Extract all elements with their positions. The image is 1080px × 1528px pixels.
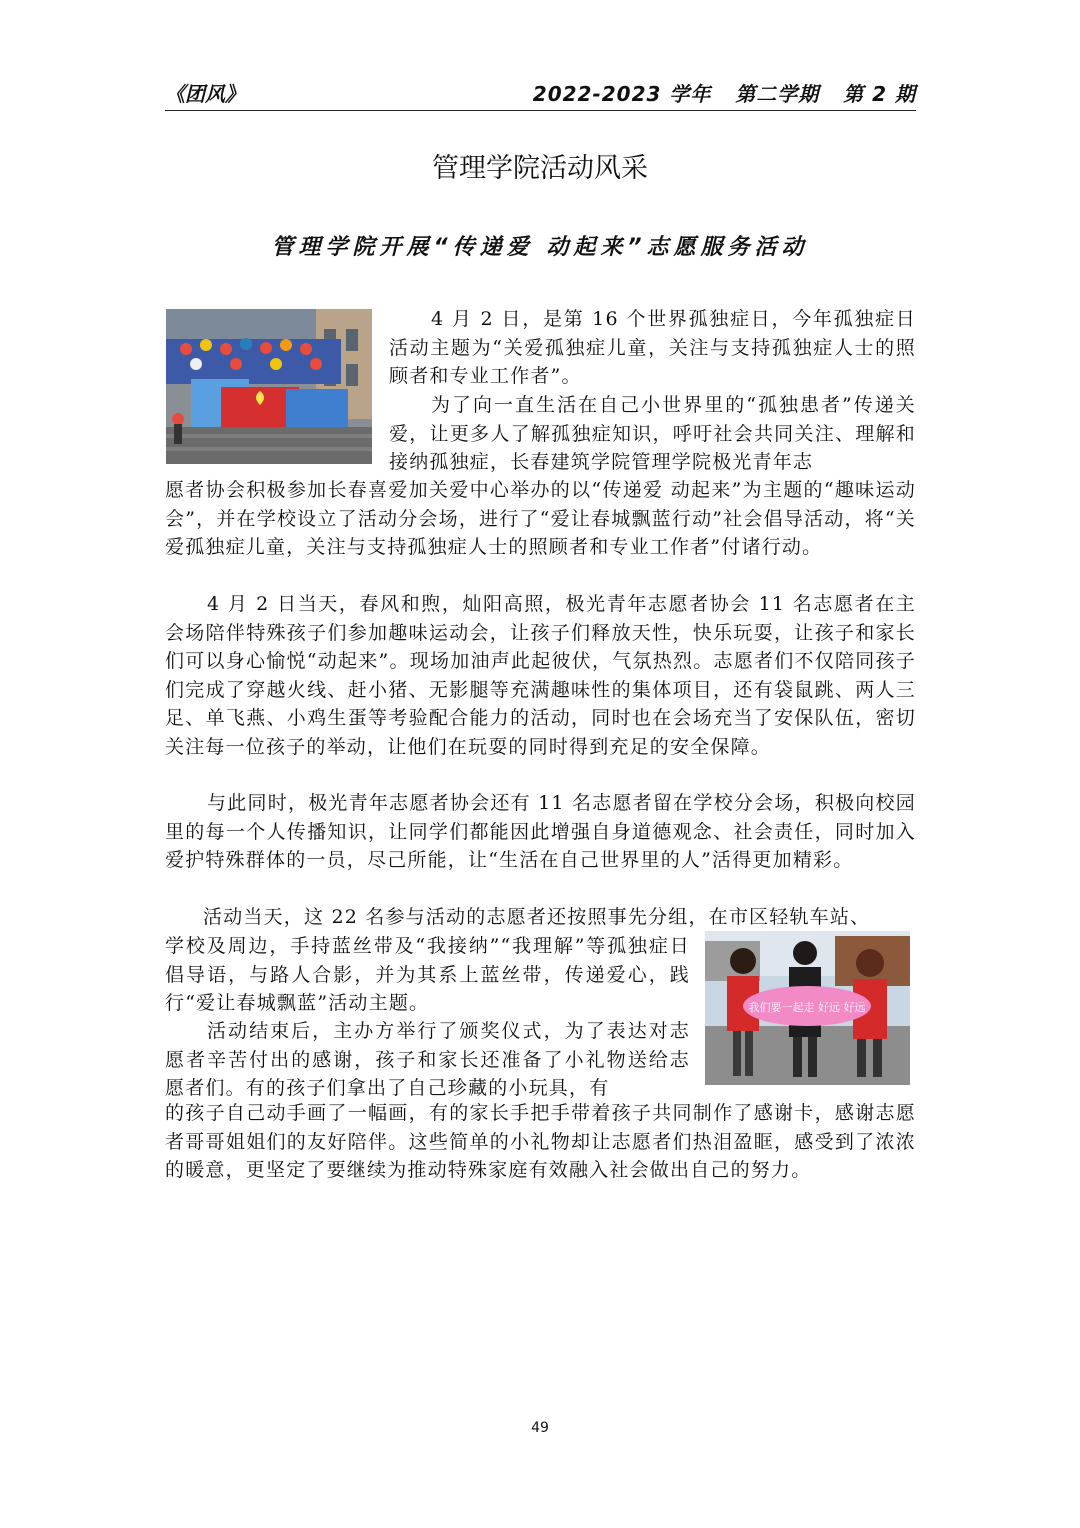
paragraph-3-text: 4 月 2 日当天，春风和煦，灿阳高照，极光青年志愿者协会 11 名志愿者在主会场陪伴特殊孩子们参加趣味运动会，让孩子们释放天性，快乐玩耍，让孩子和家长们可以身心愉悦“动起来”。现场加油声此起彼伏，气氛热烈。志愿者们不仅陪同孩子们完成了穿越火线、赶小猪、无影腿等充满趣味性的集体项目，还有袋鼠跳、两人三足、单飞燕、小鸡生蛋等考验配合能力的活动，同时也在会场充当了安保队伍，密切关注每一位孩子的举动，让他们在玩耍的同时得到充足的安全保障。 [165,593,916,758]
paragraph-4-text: 与此同时，极光青年志愿者协会还有 11 名志愿者留在学校分会场，积极向校园里的每一个人传播知识，让同学们都能因此增强自身道德观念、社会责任，同时加入爱护特殊群体的一员，尽己所能，让“生活在自己世界里的人”活得更加精彩。 [165,792,916,871]
paragraph-5-a [165,903,916,932]
paragraph-6-b [165,1099,916,1185]
paragraph-3 [165,590,916,761]
paragraph-1-text: 4 月 2 日，是第 16 个世界孤独症日，今年孤独症日活动主题为“关爱孤独症儿童，关注与支持孤独症人士的照顾者和专业工作者”。 [389,308,916,387]
paragraph-1 [389,305,916,391]
paragraph-4 [165,789,916,875]
group-photo [166,309,372,464]
paragraph-2-a [389,391,916,477]
photo2-sign-text: 我们要一起走 好远 好远 [748,1001,866,1014]
volunteers-photo [705,931,910,1085]
page-number: 49 [531,1420,549,1436]
article-title: 管理学院开展“传递爱 动起来”志愿服务活动 [271,235,809,260]
paragraph-6-a [165,1017,690,1103]
paragraph-2-a-text: 为了向一直生活在自己小世界里的“孤独患者”传递关爱，让更多人了解孤独症知识，呼吁社会共同关注、理解和接纳孤独症，长春建筑学院管理学院极光青年志 [389,394,916,473]
paragraph-6-b-text: 的孩子自己动手画了一幅画，有的家长手把手带着孩子共同制作了感谢卡，感谢志愿者哥哥姐姐们的友好陪伴。这些简单的小礼物却让志愿者们热泪盈眶，感受到了浓浓的暖意，更坚定了要继续为推动特殊家庭有效融入社会做出自己的努力。 [165,1102,916,1181]
paragraph-2-b [165,476,916,562]
header-divider [165,110,916,111]
paragraph-5-b [165,932,690,1018]
paragraph-6-a-text: 活动结束后，主办方举行了颁奖仪式，为了表达对志愿者辛苦付出的感谢，孩子和家长还准备了小礼物送给志愿者们。有的孩子们拿出了自己珍藏的小玩具，有 [165,1020,690,1099]
paragraph-2-b-text: 愿者协会积极参加长春喜爱加关爱中心举办的以“传递爱 动起来”为主题的“趣味运动会”，并在学校设立了活动分会场，进行了“爱让春城飘蓝行动”社会倡导活动，将“关爱孤独症儿童，关注与支持孤独症人士的照顾者和专业工作者”付诸行动。 [165,479,916,558]
publication-name: 《团风》 [165,82,245,106]
issue-info: 2022-2023 学年 第二学期 第 2 期 [532,82,916,106]
page-title: 管理学院活动风采 [432,153,648,184]
paragraph-5-b-text: 学校及周边，手持蓝丝带及“我接纳”“我理解”等孤独症日倡导语，与路人合影，并为其系上蓝丝带，传递爱心，践行“爱让春城飘蓝”活动主题。 [165,935,690,1014]
paragraph-5-a-text: 活动当天，这 22 名参与活动的志愿者还按照事先分组，在市区轻轨车站、 [203,906,871,928]
